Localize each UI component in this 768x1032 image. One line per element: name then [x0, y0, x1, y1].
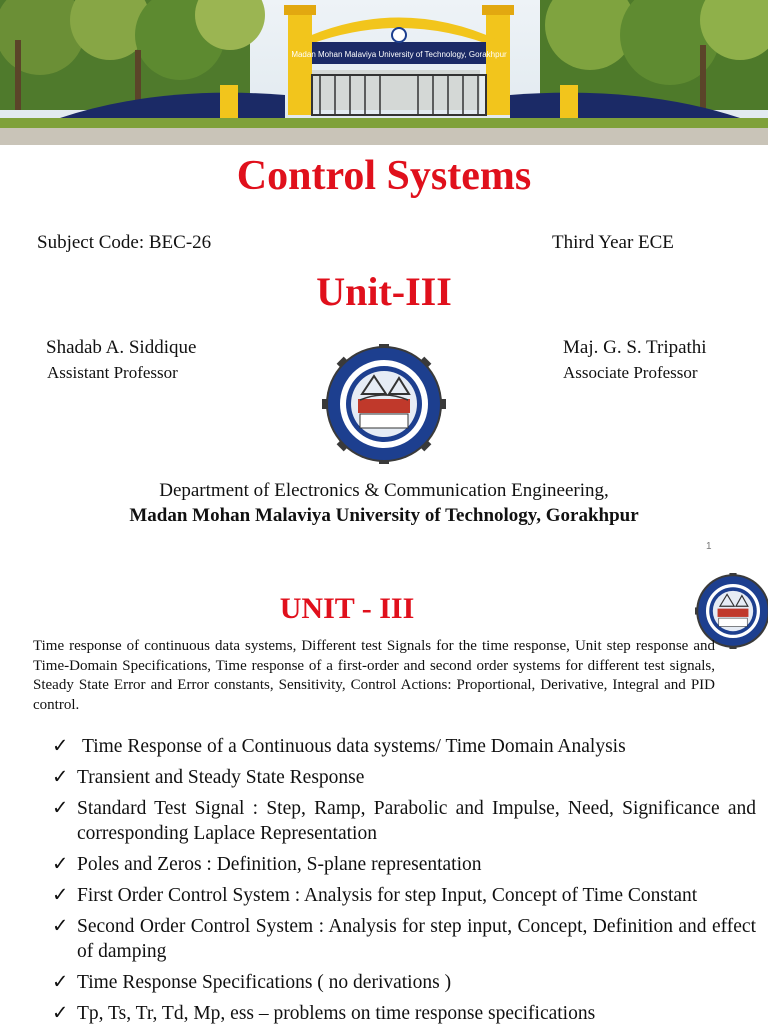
university-name: Madan Mohan Malaviya University of Technology, Gorakhpur: [129, 505, 639, 526]
checkmark-icon: ✓: [52, 1003, 69, 1024]
author-left-name: Shadab A. Siddique: [46, 337, 197, 358]
svg-text:Madan Mohan Malaviya Universit: Madan Mohan Malaviya University of Technology, Gorakhpur: [291, 50, 507, 59]
list-item: [52, 883, 756, 908]
checkmark-icon: ✓: [52, 798, 69, 819]
topic-text: Time Response Specifications ( no derivations ): [77, 972, 452, 993]
topic-text: Second Order Control System : Analysis for step input, Concept, Definition and effect of damping: [77, 916, 756, 962]
list-item: [52, 1001, 756, 1026]
syllabus-paragraph: Time response of continuous data systems, Different test Signals for the time response, Unit step response and Time-Domain Specifications, Time response of a first-order and second order systems for different test signals, Steady State Error and Error constants, Sensitivity, Control Actions: Proportional, Derivative, Integral and PID control.: [33, 638, 715, 713]
checkmark-icon: ✓: [52, 916, 69, 937]
university-seal-icon: [320, 344, 448, 469]
checkmark-icon: ✓: [52, 736, 69, 757]
list-item: [52, 914, 756, 964]
syllabus-heading: UNIT - III: [279, 592, 415, 625]
author-right-name: Maj. G. S. Tripathi: [563, 337, 707, 358]
list-item: [52, 734, 756, 759]
topic-text: Standard Test Signal : Step, Ramp, Parabolic and Impulse, Need, Significance and corresponding Laplace Representation: [77, 798, 756, 844]
list-item: [52, 765, 756, 790]
slide-title: Control Systems: [236, 153, 532, 199]
year-label: Third Year ECE: [552, 232, 674, 253]
topic-list: [52, 734, 756, 1032]
subject-code: Subject Code: BEC-26: [37, 232, 212, 253]
author-left-role: Assistant Professor: [47, 363, 178, 382]
checkmark-icon: ✓: [52, 767, 69, 788]
checkmark-icon: ✓: [52, 885, 69, 906]
checkmark-icon: ✓: [52, 854, 69, 875]
unit-heading: Unit-III: [316, 269, 452, 314]
list-item: [52, 852, 756, 877]
topic-text: Tp, Ts, Tr, Td, Mp, ess – problems on time response specifications: [77, 1003, 596, 1024]
campus-gate-photo: [0, 0, 768, 145]
list-item: [52, 796, 756, 846]
page-number: 1: [706, 541, 712, 552]
topic-text: Transient and Steady State Response: [77, 767, 365, 788]
checkmark-icon: ✓: [52, 972, 69, 993]
list-item: [52, 970, 756, 995]
topic-text: First Order Control System : Analysis for step Input, Concept of Time Constant: [77, 885, 698, 906]
author-right-role: Associate Professor: [563, 363, 698, 382]
topic-text: Poles and Zeros : Definition, S-plane representation: [77, 854, 482, 875]
department-name: Department of Electronics & Communication Engineering,: [159, 480, 609, 501]
topic-text: Time Response of a Continuous data systems/ Time Domain Analysis: [82, 736, 626, 757]
